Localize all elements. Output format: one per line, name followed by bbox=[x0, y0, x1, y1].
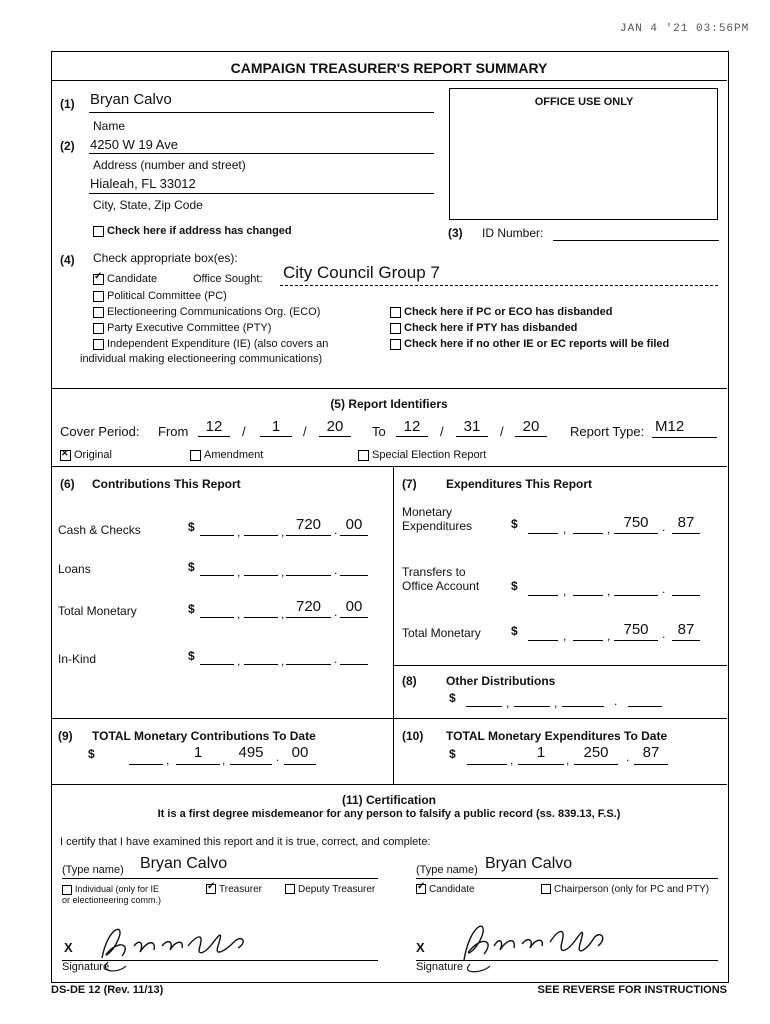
dollar-sign: $ bbox=[188, 649, 195, 663]
chair-label: Chairperson (only for PC and PTY) bbox=[554, 884, 710, 895]
amount-line bbox=[286, 535, 331, 536]
signature-label-2: Signature bbox=[416, 961, 464, 973]
separator: / bbox=[500, 424, 504, 439]
ie-checkbox[interactable] bbox=[93, 338, 328, 350]
treasurer-checkbox[interactable] bbox=[206, 884, 262, 895]
comma-separator: , bbox=[237, 565, 241, 579]
from-year[interactable]: 20 bbox=[326, 418, 344, 435]
amount-line bbox=[518, 764, 564, 765]
deputy-checkbox[interactable] bbox=[285, 884, 375, 895]
no-other-checkbox[interactable] bbox=[390, 338, 669, 350]
separator: / bbox=[242, 424, 246, 439]
office-sought-value[interactable]: City Council Group 7 bbox=[283, 263, 440, 282]
checkbox-icon bbox=[285, 884, 295, 894]
comma-separator: , bbox=[222, 753, 226, 767]
amount-line bbox=[340, 664, 368, 665]
amount-line bbox=[200, 575, 234, 576]
divider bbox=[393, 665, 727, 666]
from-month[interactable]: 12 bbox=[205, 418, 223, 435]
decimal-point: . bbox=[334, 605, 338, 619]
individual-label-2: or electioneering comm.) bbox=[62, 894, 162, 905]
comma-separator: , bbox=[281, 654, 285, 668]
comma-separator: , bbox=[563, 522, 567, 536]
amount-line bbox=[284, 764, 316, 765]
office-sought-label: Office Sought: bbox=[193, 273, 263, 285]
exp-total-cents[interactable]: 87 bbox=[677, 621, 695, 638]
s10-dollars[interactable]: 250 bbox=[583, 744, 609, 761]
checkbox-icon bbox=[93, 339, 104, 350]
checkbox-icon bbox=[390, 307, 401, 318]
checkbox-icon bbox=[62, 885, 72, 895]
s5-title: (5) Report Identifiers bbox=[330, 397, 448, 411]
s3-num: (3) bbox=[448, 226, 463, 240]
type-name-line bbox=[62, 878, 378, 879]
divider bbox=[51, 466, 727, 467]
amount-line bbox=[176, 764, 220, 765]
dollar-sign: $ bbox=[188, 560, 195, 574]
from-label: From bbox=[158, 424, 189, 439]
exp-total-dollars[interactable]: 750 bbox=[623, 621, 649, 638]
amount-line bbox=[634, 764, 668, 765]
comma-separator: , bbox=[563, 584, 567, 598]
city-value[interactable]: Hialeah, FL 33012 bbox=[90, 176, 196, 191]
chair-checkbox[interactable] bbox=[541, 884, 709, 895]
transfers-label: Transfers to bbox=[402, 565, 466, 579]
comma-separator: , bbox=[563, 629, 567, 643]
eco-checkbox[interactable] bbox=[93, 306, 320, 318]
monetary-label: Monetary bbox=[402, 505, 453, 519]
divider bbox=[51, 718, 727, 719]
s9-dollars[interactable]: 495 bbox=[238, 744, 264, 761]
address-line bbox=[89, 153, 434, 154]
checkbox-icon bbox=[93, 291, 104, 302]
to-year[interactable]: 20 bbox=[522, 418, 540, 435]
ie-label-2: individual making electioneering communications) bbox=[80, 353, 323, 365]
x-mark-2: X bbox=[416, 940, 425, 955]
comma-separator: , bbox=[166, 753, 170, 767]
from-year-line bbox=[319, 436, 351, 437]
s9-thousands[interactable]: 1 bbox=[193, 744, 203, 761]
original-label: Original bbox=[74, 449, 112, 461]
office-sought-line bbox=[280, 285, 718, 286]
pty-label: Party Executive Committee (PTY) bbox=[107, 322, 272, 334]
address-changed-label: Check here if address has changed bbox=[107, 225, 292, 237]
checkbox-icon bbox=[93, 307, 104, 318]
amount-line bbox=[340, 535, 368, 536]
s2-num: (2) bbox=[60, 139, 75, 153]
decimal-point: . bbox=[334, 652, 338, 666]
total-monetary-exp-label: Total Monetary bbox=[402, 626, 481, 640]
dollar-sign: $ bbox=[511, 517, 518, 531]
checkbox-icon bbox=[190, 450, 201, 461]
amount-line bbox=[244, 664, 278, 665]
s10-cents[interactable]: 87 bbox=[642, 744, 660, 761]
comma-separator: , bbox=[237, 607, 241, 621]
treasurer-label: Treasurer bbox=[219, 884, 262, 895]
checkbox-icon bbox=[93, 226, 104, 237]
deputy-label: Deputy Treasurer bbox=[298, 884, 376, 895]
amount-line bbox=[286, 617, 331, 618]
s10-thousands[interactable]: 1 bbox=[536, 744, 546, 761]
dollar-sign: $ bbox=[188, 602, 195, 616]
s4-num: (4) bbox=[60, 253, 75, 267]
cover-period-label: Cover Period: bbox=[60, 424, 140, 439]
pty-disbanded-checkbox[interactable] bbox=[390, 322, 577, 334]
candidate-role-checkbox[interactable] bbox=[416, 884, 475, 895]
s9-title: TOTAL Monetary Contributions To Date bbox=[92, 729, 316, 743]
comma-separator: , bbox=[607, 629, 611, 643]
comma-separator: , bbox=[607, 522, 611, 536]
amount-line bbox=[244, 575, 278, 576]
comma-separator: , bbox=[237, 525, 241, 539]
amount-line bbox=[244, 617, 278, 618]
pc-disbanded-label: Check here if PC or ECO has disbanded bbox=[404, 306, 613, 318]
amount-line bbox=[528, 533, 558, 534]
address-label: Address (number and street) bbox=[93, 158, 246, 172]
amendment-label: Amendment bbox=[204, 449, 264, 461]
amount-line bbox=[230, 764, 272, 765]
s7-num: (7) bbox=[402, 477, 417, 491]
candidate-label: Candidate bbox=[107, 273, 158, 285]
name-label: Name bbox=[93, 119, 126, 133]
pc-checkbox[interactable] bbox=[93, 290, 227, 302]
check-boxes-label: Check appropriate box(es): bbox=[93, 251, 238, 265]
amount-line bbox=[467, 764, 507, 765]
pty-checkbox[interactable] bbox=[93, 322, 271, 334]
amount-line bbox=[574, 764, 618, 765]
signature-line bbox=[62, 960, 378, 961]
from-day-line bbox=[260, 436, 292, 437]
no-other-label: Check here if no other IE or EC reports will be filed bbox=[404, 338, 670, 350]
exp-dollars[interactable]: 750 bbox=[623, 514, 649, 531]
office-account-label: Office Account bbox=[402, 579, 480, 593]
decimal-point: . bbox=[614, 694, 618, 708]
form-title: CAMPAIGN TREASURER'S REPORT SUMMARY bbox=[230, 60, 548, 76]
amount-line bbox=[573, 640, 603, 641]
dollar-sign: $ bbox=[511, 579, 518, 593]
comma-separator: , bbox=[566, 753, 570, 767]
cash-dollars[interactable]: 720 bbox=[295, 516, 322, 533]
amount-line bbox=[672, 640, 700, 641]
amount-line bbox=[614, 595, 658, 596]
s6-title: Contributions This Report bbox=[92, 477, 241, 491]
decimal-point: . bbox=[334, 563, 338, 577]
to-month[interactable]: 12 bbox=[403, 418, 421, 435]
s10-num: (10) bbox=[402, 729, 424, 743]
amount-line bbox=[466, 706, 502, 707]
checkbox-icon bbox=[390, 323, 401, 334]
individual-label: Individual (only for IE bbox=[75, 884, 160, 894]
name-line bbox=[89, 112, 434, 113]
comma-separator: , bbox=[510, 753, 514, 767]
checkbox-icon bbox=[358, 450, 369, 461]
decimal-point: . bbox=[662, 520, 666, 534]
office-use-label: OFFICE USE ONLY bbox=[534, 96, 634, 108]
to-year-line bbox=[515, 436, 547, 437]
name-value[interactable]: Bryan Calvo bbox=[90, 91, 172, 108]
report-type-label: Report Type: bbox=[570, 424, 645, 439]
comma-separator: , bbox=[281, 565, 285, 579]
id-label: ID Number: bbox=[482, 226, 544, 240]
decimal-point: . bbox=[334, 523, 338, 537]
loans-label: Loans bbox=[58, 562, 91, 576]
form-id: DS-DE 12 (Rev. 11/13) bbox=[51, 984, 164, 996]
from-month-line bbox=[198, 436, 230, 437]
s11-title: (11) Certification bbox=[341, 793, 437, 807]
candidate-name[interactable]: Bryan Calvo bbox=[485, 855, 573, 872]
to-day-line bbox=[456, 436, 488, 437]
s7-title: Expenditures This Report bbox=[446, 477, 593, 491]
separator: / bbox=[303, 424, 307, 439]
treasurer-name[interactable]: Bryan Calvo bbox=[140, 855, 228, 872]
individual-checkbox[interactable] bbox=[62, 884, 161, 905]
total-dollars[interactable]: 720 bbox=[295, 598, 322, 615]
x-mark: X bbox=[64, 940, 73, 955]
checkbox-icon bbox=[93, 323, 104, 334]
to-label: To bbox=[372, 424, 386, 439]
s8-title: Other Distributions bbox=[446, 674, 556, 688]
type-name-label-2: (Type name) bbox=[416, 864, 478, 876]
amendment-checkbox[interactable] bbox=[190, 449, 263, 461]
address-changed-checkbox[interactable] bbox=[93, 225, 292, 237]
decimal-point: . bbox=[662, 582, 666, 596]
city-label: City, State, Zip Code bbox=[93, 198, 203, 212]
signature-label: Signature bbox=[62, 961, 110, 973]
see-reverse: SEE REVERSE FOR INSTRUCTIONS bbox=[537, 984, 727, 996]
separator: / bbox=[440, 424, 444, 439]
comma-separator: , bbox=[506, 696, 510, 710]
from-day[interactable]: 1 bbox=[271, 418, 281, 435]
to-day[interactable]: 31 bbox=[463, 418, 481, 435]
comma-separator: , bbox=[607, 584, 611, 598]
amount-line bbox=[340, 617, 368, 618]
amount-line bbox=[628, 706, 662, 707]
comma-separator: , bbox=[554, 696, 558, 710]
comma-separator: , bbox=[237, 654, 241, 668]
pty-disbanded-label: Check here if PTY has disbanded bbox=[404, 322, 578, 334]
s8-num: (8) bbox=[402, 674, 417, 688]
misdemeanor-notice: It is a first degree misdemeanor for any person to falsify a public record (ss. 839.13, F.S.) bbox=[157, 808, 621, 820]
s9-num: (9) bbox=[58, 729, 73, 743]
report-type-value[interactable]: M12 bbox=[655, 418, 685, 435]
amount-line bbox=[672, 595, 700, 596]
divider bbox=[51, 80, 727, 81]
x-mark-icon bbox=[60, 450, 71, 461]
divider bbox=[51, 388, 727, 389]
ie-label: Independent Expenditure (IE) (also covers an bbox=[107, 338, 329, 350]
amount-line bbox=[286, 575, 331, 576]
certify-text: I certify that I have examined this report and it is true, correct, and complete: bbox=[60, 836, 431, 848]
cash-cents[interactable]: 00 bbox=[345, 516, 363, 533]
amount-line bbox=[200, 617, 234, 618]
s10-title: TOTAL Monetary Expenditures To Date bbox=[446, 729, 668, 743]
amount-line bbox=[528, 595, 558, 596]
dollar-sign: $ bbox=[188, 520, 195, 534]
amount-line bbox=[200, 664, 234, 665]
amount-line bbox=[286, 664, 331, 665]
in-kind-label: In-Kind bbox=[58, 652, 97, 666]
checkbox-icon bbox=[541, 884, 551, 894]
dollar-sign: $ bbox=[449, 691, 456, 705]
dollar-sign: $ bbox=[511, 624, 518, 638]
city-line bbox=[89, 193, 434, 194]
type-name-label: (Type name) bbox=[62, 864, 124, 876]
candidate-role-label: Candidate bbox=[429, 884, 475, 895]
special-election-checkbox[interactable] bbox=[358, 449, 486, 461]
original-checkbox[interactable] bbox=[60, 449, 112, 461]
amount-line bbox=[573, 595, 603, 596]
amount-line bbox=[200, 535, 234, 536]
pc-label: Political Committee (PC) bbox=[107, 290, 227, 302]
id-field[interactable] bbox=[553, 240, 719, 241]
amount-line bbox=[614, 640, 658, 641]
pc-disbanded-checkbox[interactable] bbox=[390, 306, 612, 318]
s6-num: (6) bbox=[60, 477, 75, 491]
address-value[interactable]: 4250 W 19 Ave bbox=[90, 137, 178, 152]
amount-line bbox=[573, 533, 603, 534]
total-monetary-label: Total Monetary bbox=[58, 604, 137, 618]
checkmark-icon bbox=[416, 884, 426, 894]
type-name-line bbox=[416, 878, 718, 879]
amount-line bbox=[528, 640, 558, 641]
s1-num: (1) bbox=[60, 97, 75, 111]
amount-line bbox=[614, 533, 658, 534]
amount-line bbox=[340, 575, 368, 576]
total-cents[interactable]: 00 bbox=[345, 598, 363, 615]
s9-cents[interactable]: 00 bbox=[291, 744, 309, 761]
comma-separator: , bbox=[281, 525, 285, 539]
divider bbox=[51, 784, 727, 785]
decimal-point: . bbox=[662, 627, 666, 641]
exp-cents[interactable]: 87 bbox=[677, 514, 695, 531]
dollar-sign: $ bbox=[449, 747, 456, 761]
decimal-point: . bbox=[276, 750, 280, 764]
decimal-point: . bbox=[626, 750, 630, 764]
to-month-line bbox=[396, 436, 428, 437]
checkmark-icon bbox=[206, 884, 216, 894]
checkbox-icon bbox=[390, 339, 401, 350]
checkmark-icon bbox=[93, 274, 104, 285]
amount-line bbox=[672, 533, 700, 534]
report-type-line bbox=[652, 437, 717, 438]
eco-label: Electioneering Communications Org. (ECO) bbox=[107, 306, 321, 318]
dollar-sign: $ bbox=[88, 747, 95, 761]
column-divider bbox=[393, 466, 394, 784]
special-election-label: Special Election Report bbox=[372, 449, 487, 461]
amount-line bbox=[129, 764, 163, 765]
cash-checks-label: Cash & Checks bbox=[58, 523, 141, 537]
expenditures-label: Expenditures bbox=[402, 519, 473, 533]
comma-separator: , bbox=[281, 607, 285, 621]
amount-line bbox=[514, 706, 550, 707]
candidate-checkbox[interactable] bbox=[93, 273, 157, 285]
amount-line bbox=[562, 706, 604, 707]
received-stamp: JAN 4 '21 03:56PM bbox=[620, 23, 750, 35]
amount-line bbox=[244, 535, 278, 536]
